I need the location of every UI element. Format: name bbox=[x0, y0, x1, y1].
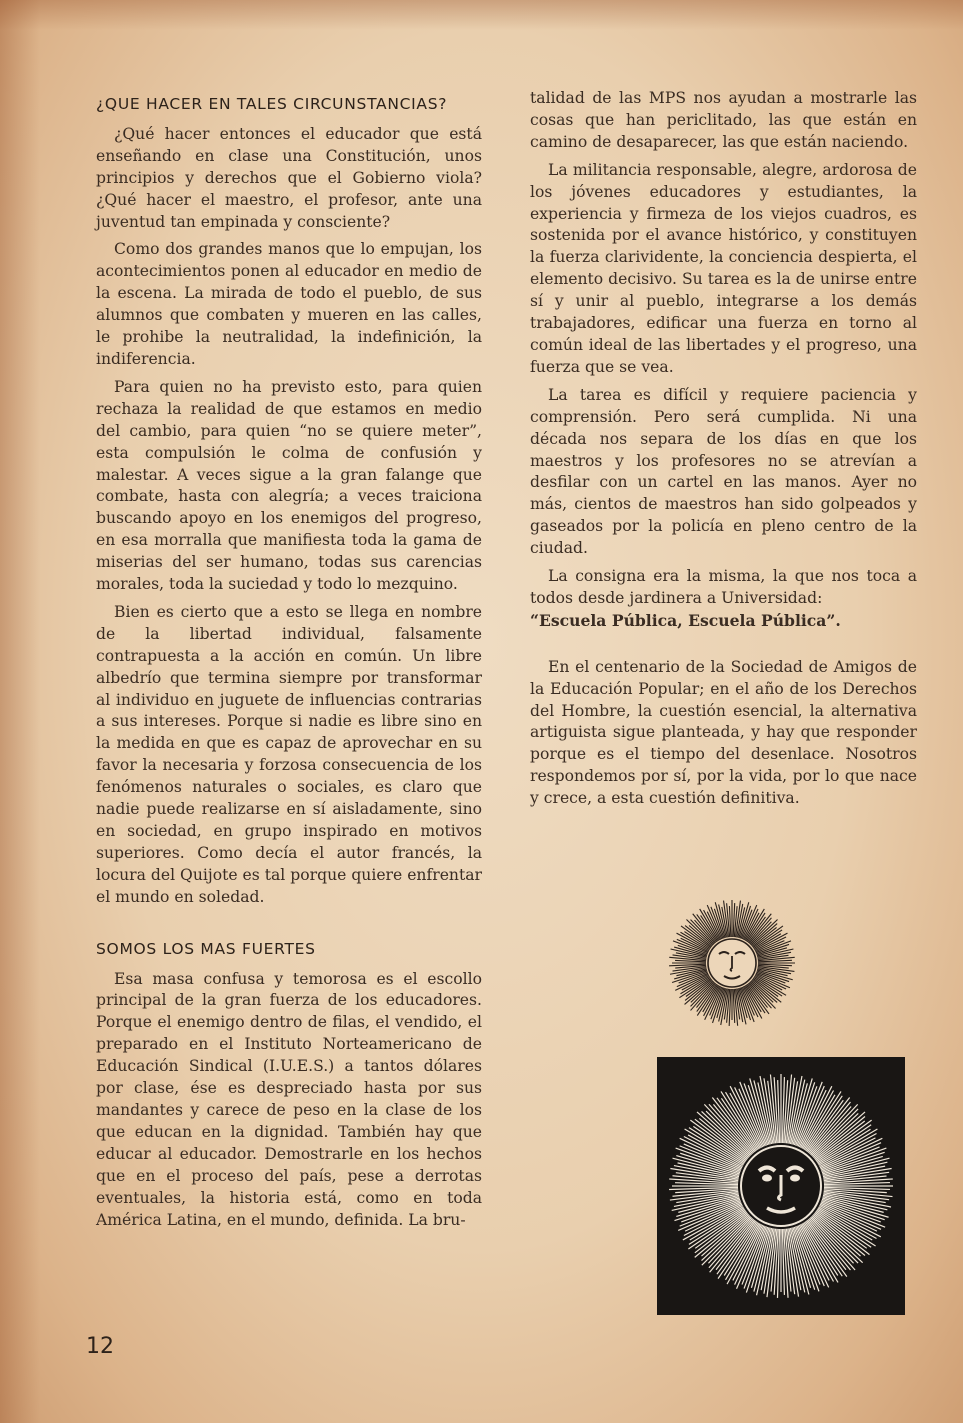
sun-illustration-box bbox=[657, 1057, 905, 1315]
paragraph: La tarea es difícil y requiere paciencia y comprensión. Pero será cumplida. Ni una década nos separa de los días en que los maestros y los profesores no se atrevían a desfilar con un cartel en las manos. Ayer no más, cientos de maestros han sido golpeados y gaseados por la policía en pleno centro de la ciudad. bbox=[530, 385, 917, 558]
paragraph: Esa masa confusa y temorosa es el escollo principal de la gran fuerza de los educadores. Porque el enemigo dentro de filas, el vendido, el preparado en el Instituto Norteamericano de Educación Sindical (I.U.E.S.) a tantos dólares por clase, ése es despreciado hasta por sus mandantes y carece de peso en la clase de los que educan en la dignidad. También hay que educar al educador. Demostrarle en los hechos que en el proceso del país, pese a derrotas eventuales, la historia está, como en toda América Latina, en el mundo, definida. La bru- bbox=[96, 969, 482, 1229]
sun-face-icon bbox=[657, 1057, 905, 1315]
sun-face-icon bbox=[667, 898, 797, 1028]
page-number: 12 bbox=[86, 1334, 114, 1359]
spacer bbox=[530, 639, 917, 657]
paragraph-text: La consigna era la misma, la que nos toca a todos desde jardinera a Universidad: bbox=[530, 567, 917, 607]
paragraph: talidad de las MPS nos ayudan a mostrarle las cosas que han periclitado, las que están en camino de desaparecer, las que están naciendo. bbox=[530, 89, 917, 151]
page-binding-shadow bbox=[0, 0, 40, 1423]
page-edge-shadow bbox=[0, 0, 963, 30]
paragraph bbox=[530, 566, 917, 633]
paragraph: Para quien no ha previsto esto, para quien rechaza la realidad de que estamos en medio del cambio, para quien “no se quiere meter”, esta compulsión le colma de confusión y malestar. A veces sigue a la gran falange que combate, hasta con alegría; a veces traiciona buscando apoyo en los enemigos del progreso, en esa morralla que manifiesta toda la gama de miserias del ser humano, todas sus carencias morales, toda la suciedad y todo lo mezquino. bbox=[96, 377, 482, 594]
paragraph: En el centenario de la Sociedad de Amigos de la Educación Popular; en el año de los Derechos del Hombre, la cuestión esencial, la alternativa artiguista sigue planteada, y hay que responder porque es el tiempo del desenlace. Nosotros respondemos por sí, por la vida, por lo que nace y crece, a esta cuestión definitiva. bbox=[530, 657, 917, 808]
paragraph: ¿Qué hacer entonces el educador que está enseñando en clase una Constitución, unos principios y derechos que el Gobierno viola? ¿Qué hacer el maestro, el profesor, ante una juventud tan empinada y consciente? bbox=[96, 124, 482, 231]
slogan: “Escuela Pública, Escuela Pública”. bbox=[530, 610, 841, 630]
paragraph: Bien es cierto que a esto se llega en nombre de la libertad individual, falsamente contrapuesta a la acción en común. Un libre albedrío que termina siempre por transformar al individuo en juguete de influencias contrarias a sus intereses. Porque si nadie es libre sino en la medida en que es capaz de aprovechar en su favor la necesaria y forzosa consecuencia de los fenómenos naturales o sociales, es claro que nadie puede realizarse en sí aisladamente, sino en sociedad, en grupo inspirado en motivos superiores. Como decía el autor francés, la locura del Quijote es tal porque quiere enfrentar el mundo en soledad. bbox=[96, 602, 482, 906]
section-heading: SOMOS LOS MAS FUERTES bbox=[96, 939, 316, 958]
right-column bbox=[530, 88, 917, 816]
left-column bbox=[96, 94, 482, 1237]
paragraph: Como dos grandes manos que lo empujan, los acontecimientos ponen al educador en medio de la escena. La mirada de todo el pueblo, de sus alumnos que combaten y mueren en las calles, le prohibe la neutralidad, la indefinición, la indiferencia. bbox=[96, 240, 482, 368]
paragraph: La militancia responsable, alegre, ardorosa de los jóvenes educadores y estudiantes, la experiencia y firmeza de los viejos cuadros, es sostenida por el avance histórico, y constituyen la fuerza clarividente, la conciencia despierta, el elemento decisivo. Su tarea es la de unirse entre sí y unir al pueblo, integrarse a los demás trabajadores, edificar una fuerza en torno al común ideal de las libertades y el progreso, una fuerza que se vea. bbox=[530, 160, 917, 376]
section-heading: ¿QUE HACER EN TALES CIRCUNSTANCIAS? bbox=[96, 95, 448, 113]
